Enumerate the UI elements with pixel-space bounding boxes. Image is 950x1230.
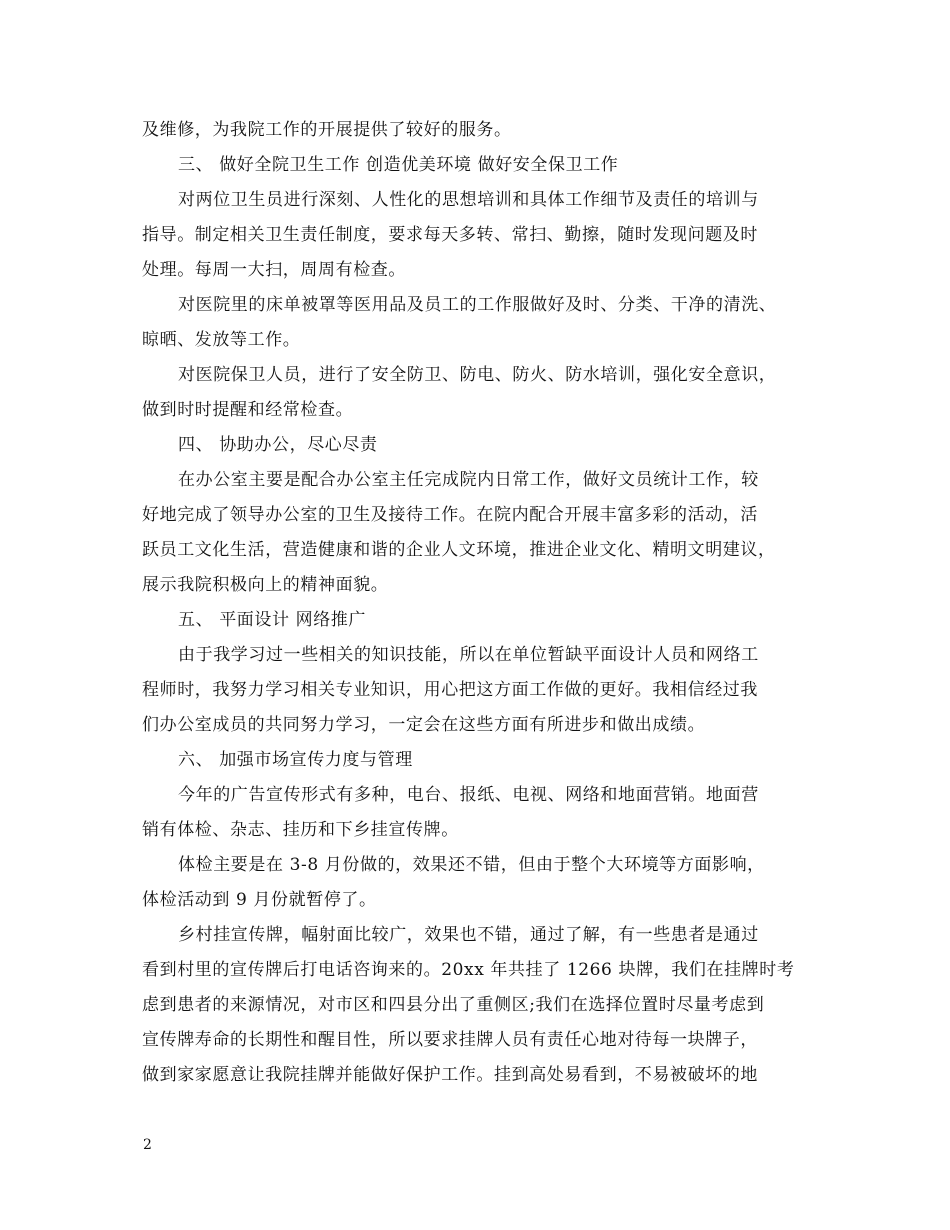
body-text-line: 体检活动到 9 月份就暂停了。 (142, 890, 377, 910)
body-text-line: 晾晒、发放等工作。 (142, 330, 301, 350)
body-text-line: 好地完成了领导办公室的卫生及接待工作。在院内配合开展丰富多彩的活动，活 (142, 505, 758, 525)
body-text-line: 处理。每周一大扫，周周有检查。 (142, 260, 406, 280)
body-text-line: 销有体检、杂志、挂历和下乡挂宣传牌。 (142, 820, 459, 840)
body-text-line: 对两位卫生员进行深刻、人性化的思想培训和具体工作细节及责任的培训与 (178, 190, 759, 210)
page-number: 2 (143, 1137, 152, 1153)
body-text-line: 宣传牌寿命的长期性和醒目性，所以要求挂牌人员有责任心地对待每一块牌子， (142, 1030, 758, 1050)
body-text-line: 及维修，为我院工作的开展提供了较好的服务。 (142, 120, 512, 140)
body-text-line: 指导。制定相关卫生责任制度，要求每天多转、常扫、勤擦，随时发现问题及时 (142, 225, 758, 245)
body-text-line: 程师时，我努力学习相关专业知识，用心把这方面工作做的更好。我相信经过我 (142, 680, 758, 700)
body-text-line: 对医院里的床单被罩等医用品及员工的工作服做好及时、分类、干净的清洗、 (178, 295, 777, 315)
body-text-line: 今年的广告宣传形式有多种，电台、报纸、电视、网络和地面营销。地面营 (178, 785, 759, 805)
section-heading: 五、 平面设计 网络推广 (178, 610, 367, 630)
body-text-line: 看到村里的宣传牌后打电话咨询来的。20xx 年共挂了 1266 块牌，我们在挂牌时考 (142, 960, 795, 980)
body-text-line: 们办公室成员的共同努力学习，一定会在这些方面有所进步和做出成绩。 (142, 715, 706, 735)
body-text-line: 在办公室主要是配合办公室主任完成院内日常工作，做好文员统计工作，较 (178, 470, 759, 490)
section-heading: 四、 协助办公，尽心尽责 (178, 435, 378, 455)
body-text-line: 乡村挂宣传牌，幅射面比较广，效果也不错，通过了解，有一些患者是通过 (178, 925, 759, 945)
body-text-line: 跃员工文化生活，营造健康和谐的企业人文环境，推进企业文化、精明文明建议， (142, 540, 776, 560)
body-text-line: 做到家家愿意让我院挂牌并能做好保护工作。挂到高处易看到，不易被破坏的地 (142, 1065, 758, 1085)
body-text-line: 体检主要是在 3-8 月份做的，效果还不错，但由于整个大环境等方面影响， (178, 855, 765, 875)
body-text-line: 由于我学习过一些相关的知识技能，所以在单位暂缺平面设计人员和网络工 (178, 645, 759, 665)
body-text-line: 做到时时提醒和经常检查。 (142, 400, 354, 420)
section-heading: 三、 做好全院卫生工作 创造优美环境 做好安全保卫工作 (178, 155, 619, 175)
body-text-line: 虑到患者的来源情况，对市区和四县分出了重侧区;我们在选择位置时尽量考虑到 (142, 995, 765, 1015)
body-text-line: 对医院保卫人员，进行了安全防卫、防电、防火、防水培训，强化安全意识， (178, 365, 777, 385)
body-text-line: 展示我院积极向上的精神面貌。 (142, 575, 389, 595)
section-heading: 六、 加强市场宣传力度与管理 (178, 750, 413, 770)
